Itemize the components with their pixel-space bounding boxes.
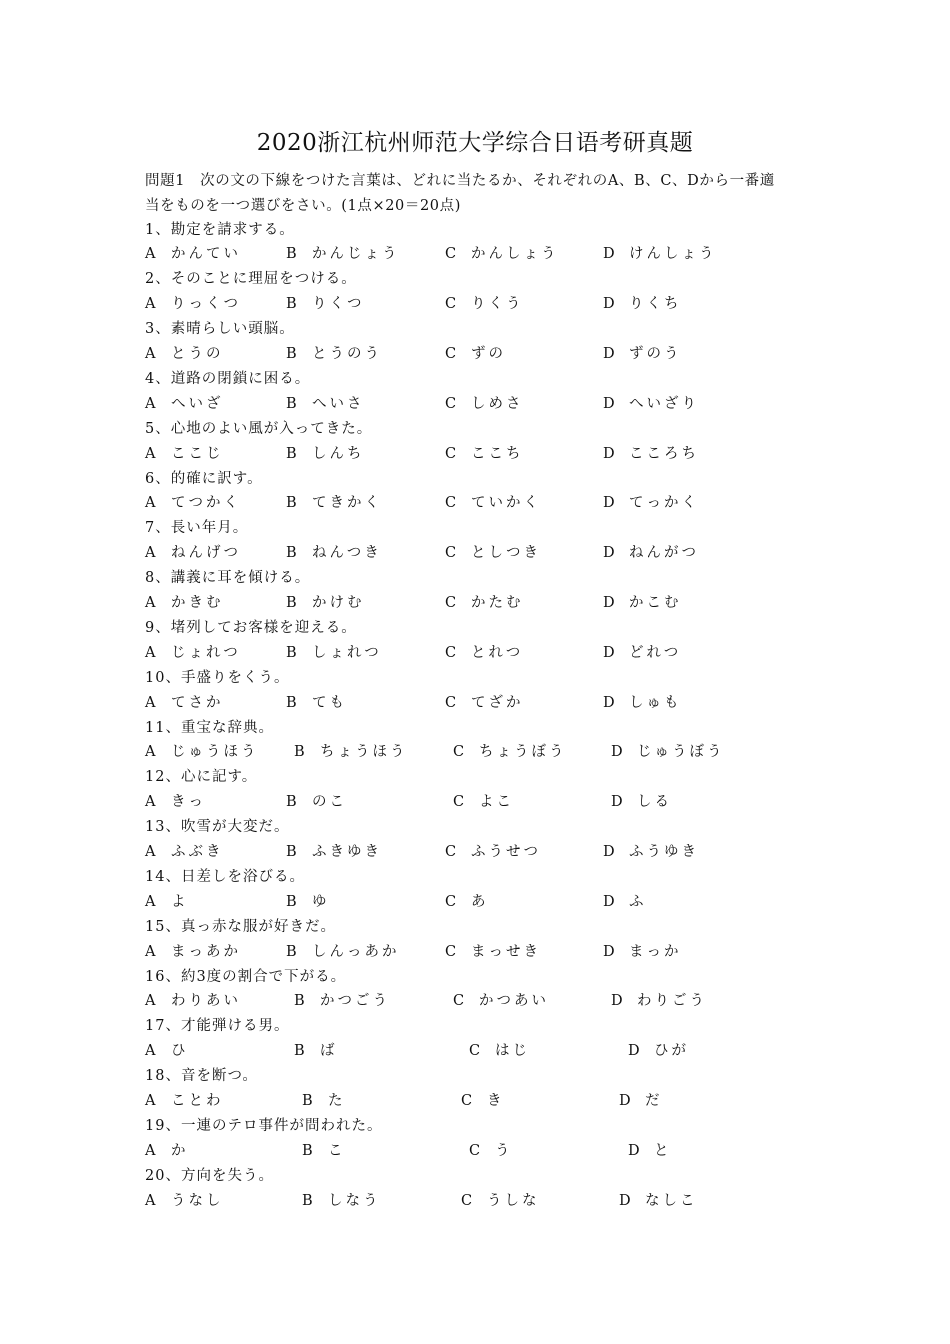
option-b[interactable]: [286, 840, 382, 861]
option-letter: B: [286, 545, 297, 562]
option-letter: B: [302, 1142, 313, 1159]
option-d[interactable]: [603, 840, 699, 861]
option-letter: B: [286, 694, 297, 711]
instruction-line: 当をものを一つ選びをさい。(1点×20＝20点): [145, 197, 461, 214]
option-letter: D: [603, 545, 615, 562]
option-text: へいざ: [171, 395, 224, 412]
option-text: かけむ: [312, 595, 365, 611]
option-text: しる: [637, 794, 672, 811]
option-letter: B: [302, 1093, 313, 1109]
option-a[interactable]: [145, 989, 241, 1010]
option-letter: B: [286, 495, 297, 512]
option-text: かこむ: [629, 595, 682, 611]
option-c[interactable]: [445, 242, 559, 263]
option-b[interactable]: [294, 740, 408, 761]
option-d[interactable]: [603, 491, 699, 512]
option-text: ふうゆき: [629, 844, 699, 860]
option-letter: D: [603, 445, 615, 462]
option-letter: D: [603, 346, 615, 362]
option-text: ねんがつ: [629, 545, 699, 562]
option-letter: C: [445, 644, 457, 661]
option-text: かつあい: [479, 993, 549, 1010]
option-c[interactable]: [445, 392, 524, 413]
option-c[interactable]: [445, 940, 541, 961]
question-text: 16、約3度の割合で下がる。: [145, 968, 347, 985]
option-text: りくう: [471, 296, 524, 313]
option-d[interactable]: [603, 242, 717, 263]
option-c[interactable]: [469, 1039, 530, 1060]
option-text: ひ: [171, 1043, 189, 1060]
option-text: じょれつ: [171, 644, 241, 661]
option-letter: C: [445, 844, 457, 860]
question-text: 7、長い年月。: [145, 520, 249, 537]
option-letter: D: [603, 595, 615, 611]
option-letter: B: [286, 346, 297, 362]
option-d[interactable]: [603, 292, 682, 313]
option-letter: D: [603, 495, 615, 512]
option-c[interactable]: [445, 342, 506, 363]
option-letter: D: [603, 844, 615, 860]
option-text: かんじょう: [312, 246, 400, 263]
option-letter: C: [445, 395, 457, 412]
option-b[interactable]: [294, 1039, 338, 1060]
option-text: あ: [471, 893, 489, 910]
option-text: けんしょう: [629, 246, 717, 263]
option-text: わりごう: [637, 993, 707, 1010]
option-a[interactable]: [145, 491, 241, 512]
option-text: ふうせつ: [471, 844, 541, 860]
option-text: てざか: [471, 694, 524, 711]
option-letter: D: [603, 644, 615, 661]
option-a[interactable]: [145, 1039, 189, 1060]
option-text: じゅうほう: [171, 744, 259, 761]
option-a[interactable]: [145, 342, 224, 363]
option-d[interactable]: [619, 1089, 663, 1110]
question-text: 9、堵列してお客様を迎える。: [145, 619, 357, 636]
option-text: だ: [645, 1093, 663, 1109]
question-text: 8、講義に耳を傾ける。: [145, 570, 311, 587]
option-b[interactable]: [286, 242, 400, 263]
option-text: か: [171, 1142, 189, 1159]
option-a[interactable]: [145, 591, 224, 612]
option-letter: D: [603, 943, 615, 960]
option-d[interactable]: [603, 342, 682, 363]
option-text: てつかく: [171, 495, 241, 512]
option-text: ねんげつ: [171, 545, 241, 562]
option-text: りくつ: [312, 296, 365, 313]
option-letter: C: [461, 1192, 473, 1209]
option-letter: A: [145, 744, 156, 761]
option-c[interactable]: [445, 491, 541, 512]
option-letter: C: [445, 943, 457, 960]
option-text: しょれつ: [312, 644, 382, 661]
option-text: ちょうぼう: [479, 744, 567, 761]
option-c[interactable]: [461, 1189, 540, 1210]
option-letter: C: [445, 893, 457, 910]
option-c[interactable]: [445, 442, 524, 463]
option-letter: C: [445, 595, 457, 611]
option-letter: A: [145, 993, 156, 1010]
option-letter: D: [603, 395, 615, 412]
option-text: まっあか: [171, 943, 241, 960]
question-text: 15、真っ赤な服が好きだ。: [145, 918, 336, 935]
option-b[interactable]: [286, 442, 365, 463]
option-c[interactable]: [445, 591, 524, 612]
option-text: ば: [320, 1043, 338, 1060]
option-a[interactable]: [145, 691, 224, 712]
option-b[interactable]: [286, 591, 365, 612]
option-text: はじ: [495, 1043, 530, 1060]
option-b[interactable]: [286, 541, 382, 562]
option-letter: D: [628, 1142, 640, 1159]
option-b[interactable]: [286, 641, 382, 662]
option-text: ねんつき: [312, 545, 382, 562]
question-text: 6、的確に訳す。: [145, 470, 263, 487]
option-c[interactable]: [453, 790, 514, 811]
option-letter: D: [611, 993, 623, 1010]
option-text: とうの: [171, 346, 224, 362]
option-letter: B: [286, 844, 297, 860]
option-text: てさか: [171, 694, 224, 711]
option-d[interactable]: [628, 1139, 672, 1160]
option-c[interactable]: [453, 989, 549, 1010]
option-letter: B: [286, 445, 297, 462]
option-c[interactable]: [461, 1089, 505, 1110]
option-a[interactable]: [145, 1189, 224, 1210]
option-letter: A: [145, 545, 156, 562]
option-text: りっくつ: [171, 296, 241, 313]
option-c[interactable]: [445, 292, 524, 313]
question-text: 17、才能弾ける男。: [145, 1018, 290, 1035]
option-text: ふ: [629, 893, 647, 910]
option-letter: C: [445, 495, 457, 512]
option-a[interactable]: [145, 541, 241, 562]
option-letter: C: [445, 296, 457, 313]
option-letter: A: [145, 246, 156, 263]
option-letter: B: [286, 595, 297, 611]
option-letter: C: [445, 545, 457, 562]
option-letter: A: [145, 694, 156, 711]
option-text: と: [654, 1142, 672, 1159]
option-letter: D: [628, 1043, 640, 1060]
option-letter: B: [286, 943, 297, 960]
option-letter: C: [469, 1043, 481, 1060]
option-text: まっか: [629, 943, 682, 960]
option-text: じゅうぼう: [637, 744, 725, 761]
option-letter: A: [145, 1043, 156, 1060]
option-letter: D: [619, 1093, 631, 1109]
question-text: 3、素晴らしい頭脳。: [145, 321, 295, 338]
option-text: へいさ: [312, 395, 365, 412]
option-d[interactable]: [603, 541, 699, 562]
option-d[interactable]: [603, 691, 682, 712]
option-letter: B: [286, 794, 297, 811]
option-text: しなう: [328, 1192, 381, 1209]
option-text: ちょうほう: [320, 744, 408, 761]
question-text: 5、心地のよい風が入ってきた。: [145, 420, 373, 437]
option-letter: A: [145, 595, 156, 611]
option-text: ても: [312, 694, 347, 711]
option-text: う: [495, 1142, 513, 1159]
option-a[interactable]: [145, 641, 241, 662]
option-b[interactable]: [286, 491, 382, 512]
option-text: ていかく: [471, 495, 541, 512]
option-d[interactable]: [603, 940, 682, 961]
option-letter: C: [445, 694, 457, 711]
option-b[interactable]: [286, 392, 365, 413]
option-letter: C: [453, 794, 465, 811]
option-letter: A: [145, 296, 156, 313]
option-letter: B: [286, 246, 297, 263]
option-text: かたむ: [471, 595, 524, 611]
option-d[interactable]: [603, 890, 647, 911]
option-letter: A: [145, 794, 156, 811]
option-text: ずの: [471, 346, 506, 362]
option-a[interactable]: [145, 840, 224, 861]
option-text: うなし: [171, 1192, 224, 1209]
question-text: 2、そのことに理屈をつける。: [145, 271, 357, 288]
option-a[interactable]: [145, 790, 206, 811]
option-text: かんしょう: [471, 246, 559, 263]
question-text: 1、勘定を請求する。: [145, 221, 295, 238]
option-text: まっせき: [471, 943, 541, 960]
option-c[interactable]: [445, 890, 489, 911]
option-text: なしこ: [645, 1192, 698, 1209]
option-text: ずのう: [629, 346, 682, 362]
option-letter: A: [145, 1142, 156, 1159]
option-letter: D: [611, 744, 623, 761]
option-letter: A: [145, 644, 156, 661]
option-text: ゆ: [312, 893, 330, 910]
option-b[interactable]: [286, 940, 400, 961]
option-letter: B: [294, 744, 305, 761]
option-letter: A: [145, 495, 156, 512]
option-c[interactable]: [453, 740, 567, 761]
question-text: 14、日差しを浴びる。: [145, 868, 305, 885]
instruction-line: 問題1 次の文の下線をつけた言葉は、どれに当たるか、それぞれのA、B、C、Dから一番適: [145, 173, 775, 189]
option-text: ふぶき: [171, 844, 224, 860]
option-text: しゅも: [629, 694, 682, 711]
option-letter: C: [461, 1093, 473, 1109]
option-letter: C: [445, 445, 457, 462]
option-text: かきむ: [171, 595, 224, 611]
option-text: しんち: [312, 445, 365, 462]
option-text: しめさ: [471, 395, 524, 412]
option-d[interactable]: [619, 1189, 698, 1210]
option-letter: D: [603, 296, 615, 313]
question-text: 4、道路の閉鎖に困る。: [145, 370, 311, 387]
option-text: た: [328, 1093, 346, 1109]
option-letter: B: [294, 1043, 305, 1060]
option-text: ふきゆき: [312, 844, 382, 860]
option-letter: C: [453, 744, 465, 761]
option-d[interactable]: [611, 790, 672, 811]
question-text: 10、手盛りをくう。: [145, 669, 290, 686]
option-letter: A: [145, 346, 156, 362]
option-text: きっ: [171, 794, 206, 811]
option-text: わりあい: [171, 993, 241, 1010]
option-text: のこ: [312, 794, 347, 811]
option-letter: C: [445, 346, 457, 362]
option-b[interactable]: [286, 292, 365, 313]
option-d[interactable]: [611, 740, 725, 761]
option-letter: C: [453, 993, 465, 1010]
question-text: 12、心に記す。: [145, 769, 258, 786]
option-letter: D: [611, 794, 623, 811]
option-text: てきかく: [312, 495, 382, 512]
option-b[interactable]: [302, 1089, 346, 1110]
option-text: こころち: [629, 445, 699, 462]
option-b[interactable]: [286, 790, 347, 811]
option-text: どれつ: [629, 644, 682, 661]
option-d[interactable]: [603, 392, 699, 413]
option-text: ここじ: [171, 445, 224, 462]
option-text: うしな: [487, 1192, 540, 1209]
option-text: ことわ: [171, 1093, 224, 1109]
option-letter: D: [619, 1192, 631, 1209]
option-c[interactable]: [445, 541, 541, 562]
option-letter: C: [469, 1142, 481, 1159]
option-text: しんっあか: [312, 943, 400, 960]
option-text: ここち: [471, 445, 524, 462]
option-d[interactable]: [603, 591, 682, 612]
option-b[interactable]: [302, 1139, 346, 1160]
option-letter: D: [603, 694, 615, 711]
option-a[interactable]: [145, 1089, 224, 1110]
option-letter: B: [294, 993, 305, 1010]
option-text: ひが: [654, 1043, 689, 1060]
question-text: 13、吹雪が大変だ。: [145, 819, 290, 836]
option-a[interactable]: [145, 442, 224, 463]
option-text: としつき: [471, 545, 541, 562]
option-letter: A: [145, 1093, 156, 1109]
option-b[interactable]: [302, 1189, 381, 1210]
option-d[interactable]: [603, 442, 699, 463]
option-letter: A: [145, 395, 156, 412]
option-b[interactable]: [286, 691, 347, 712]
option-d[interactable]: [611, 989, 707, 1010]
page-title: 2020浙江杭州师范大学综合日语考研真题: [256, 130, 694, 156]
question-text: 19、一連のテロ事件が問われた。: [145, 1117, 383, 1134]
option-letter: A: [145, 844, 156, 860]
option-text: かつごう: [320, 993, 390, 1010]
option-d[interactable]: [628, 1039, 689, 1060]
option-letter: B: [286, 395, 297, 412]
option-text: りくち: [629, 296, 682, 313]
option-letter: B: [302, 1192, 313, 1209]
option-text: こ: [328, 1142, 346, 1159]
option-a[interactable]: [145, 242, 241, 263]
option-text: き: [487, 1093, 505, 1109]
option-letter: B: [286, 644, 297, 661]
option-text: へいざり: [629, 395, 699, 412]
option-text: とれつ: [471, 644, 524, 661]
option-c[interactable]: [445, 691, 524, 712]
option-letter: A: [145, 893, 156, 910]
option-letter: D: [603, 893, 615, 910]
option-a[interactable]: [145, 890, 189, 911]
option-letter: B: [286, 296, 297, 313]
option-letter: A: [145, 1192, 156, 1209]
option-c[interactable]: [445, 840, 541, 861]
option-text: てっかく: [629, 495, 699, 512]
option-text: とうのう: [312, 346, 382, 362]
option-a[interactable]: [145, 1139, 189, 1160]
option-a[interactable]: [145, 392, 224, 413]
option-text: かんてい: [171, 246, 241, 263]
option-d[interactable]: [603, 641, 681, 662]
option-b[interactable]: [286, 342, 382, 363]
option-c[interactable]: [445, 641, 523, 662]
option-a[interactable]: [145, 940, 241, 961]
option-text: よ: [171, 893, 189, 910]
option-letter: D: [603, 246, 615, 263]
question-text: 11、重宝な辞典。: [145, 719, 274, 736]
option-letter: C: [445, 246, 457, 263]
option-b[interactable]: [294, 989, 390, 1010]
option-a[interactable]: [145, 740, 259, 761]
option-letter: A: [145, 445, 156, 462]
question-text: 20、方向を失う。: [145, 1167, 274, 1184]
option-a[interactable]: [145, 292, 241, 313]
option-letter: B: [286, 893, 297, 910]
option-b[interactable]: [286, 890, 330, 911]
question-text: 18、音を断つ。: [145, 1068, 258, 1085]
option-letter: A: [145, 943, 156, 960]
option-c[interactable]: [469, 1139, 513, 1160]
option-text: よこ: [479, 794, 514, 811]
